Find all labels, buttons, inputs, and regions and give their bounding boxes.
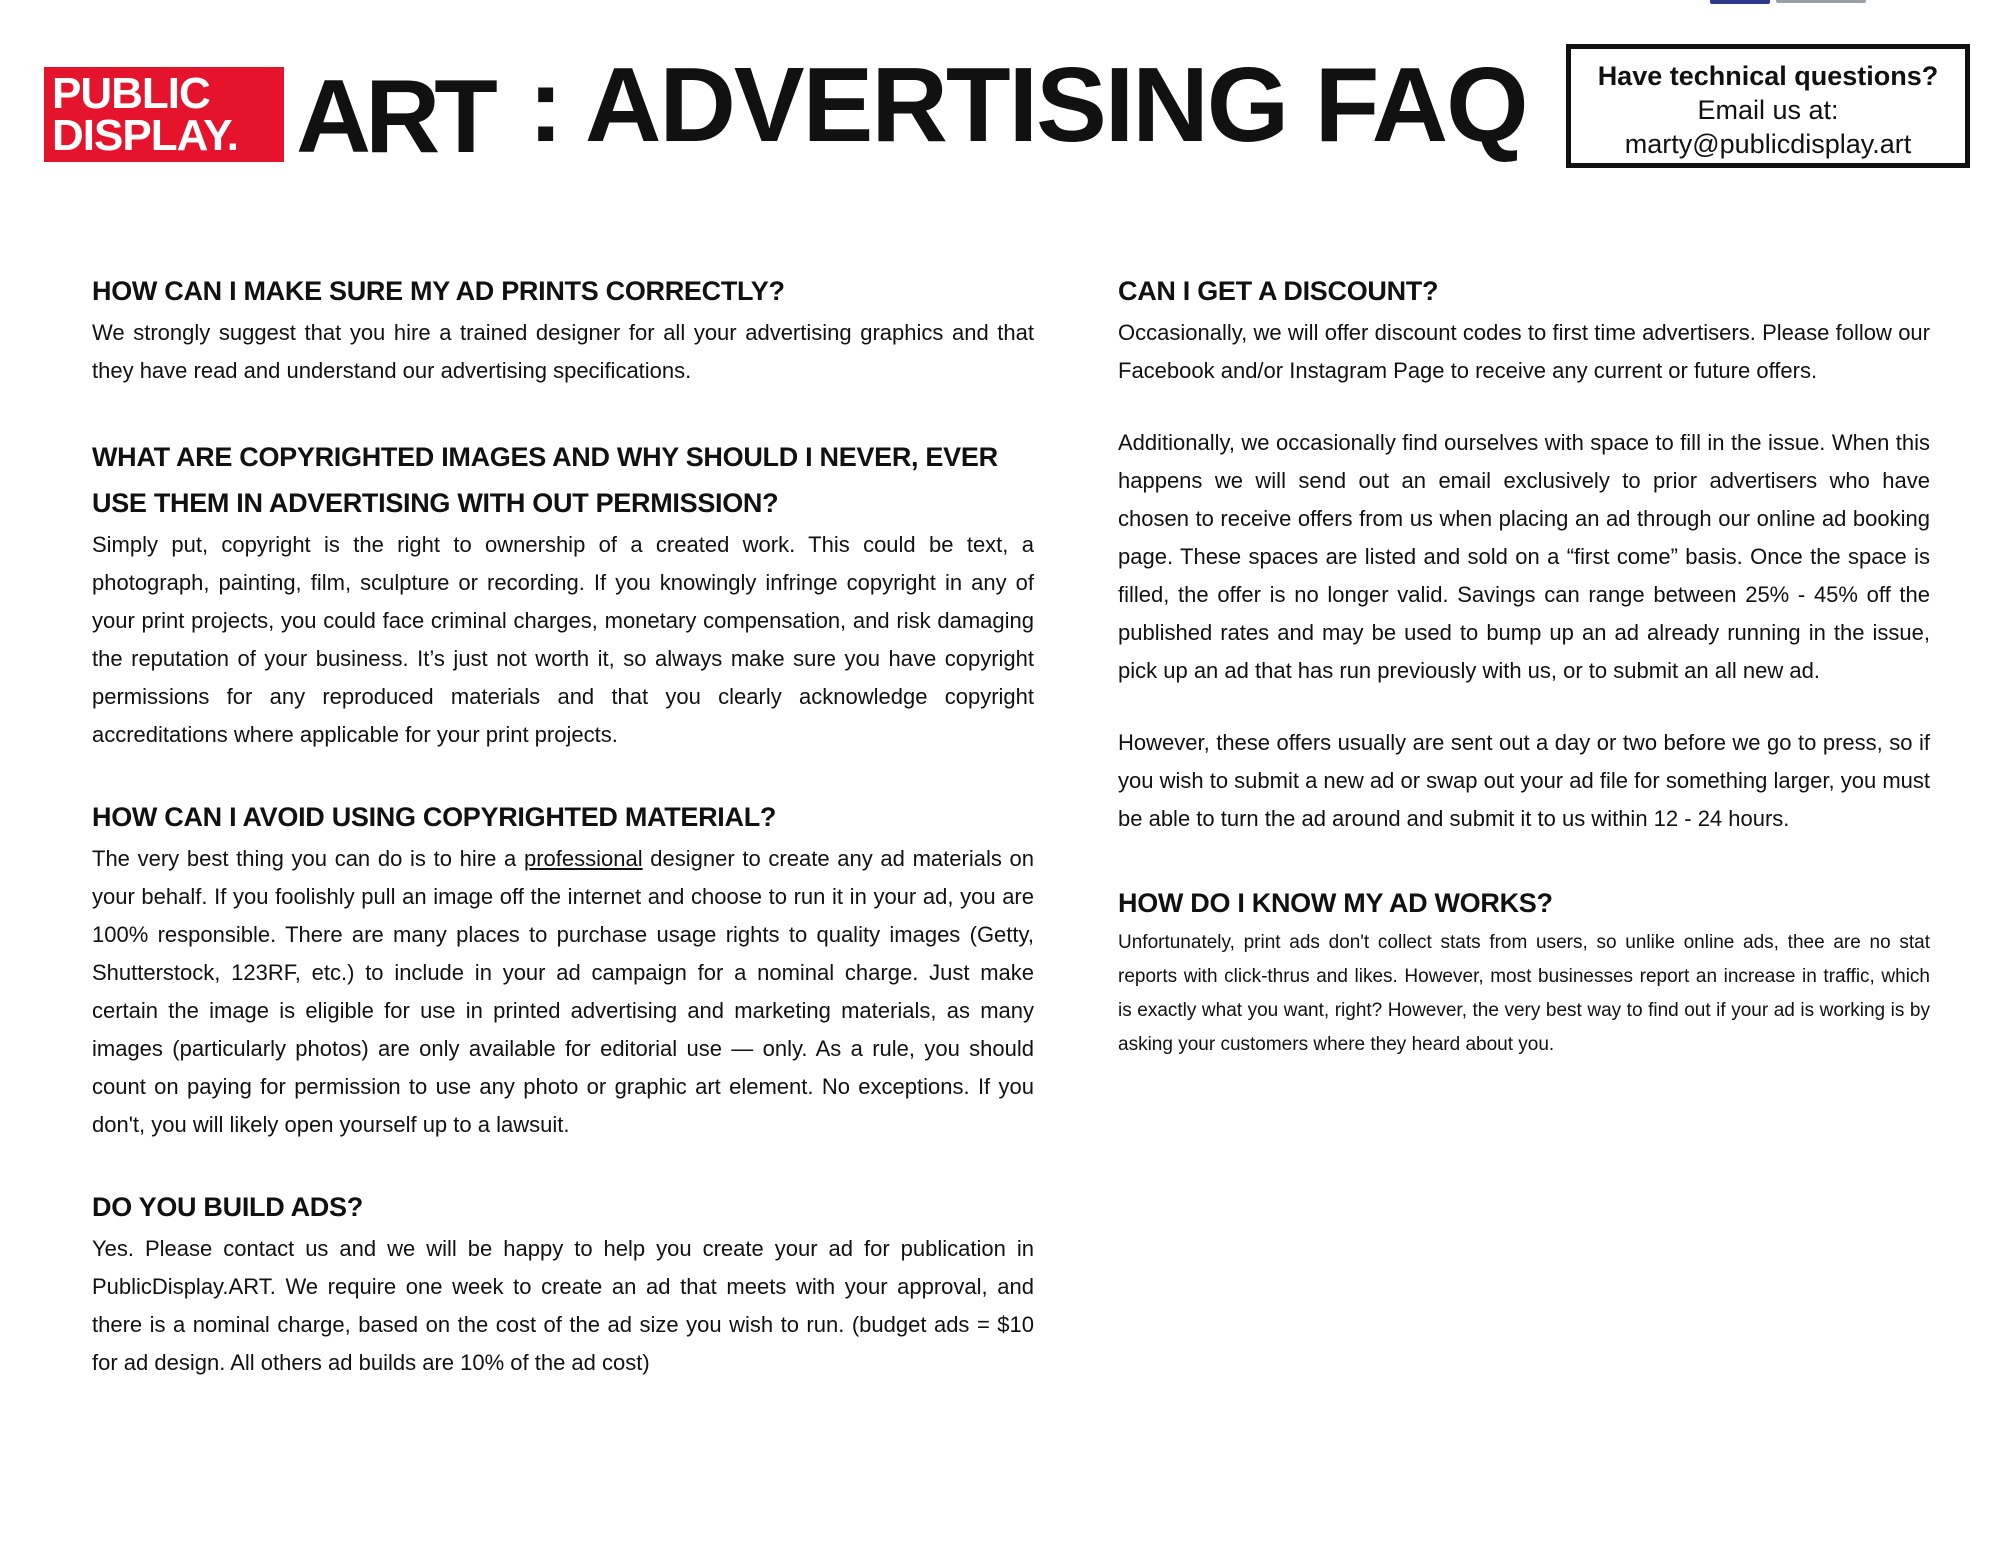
logo-line-display: DISPLAY. (52, 110, 239, 160)
contact-box (1566, 44, 1970, 168)
faq-question: CAN I GET A DISCOUNT? (1118, 276, 1439, 306)
faq-question: HOW DO I KNOW MY AD WORKS? (1118, 888, 1553, 918)
faq-item-build-ads (92, 1184, 1034, 1382)
faq-answer-paragraph: Occasionally, we will offer discount codes to first time advertisers. Please follow our Facebook and/or Instagram Page to receive any current or future offers. (1118, 320, 1930, 383)
faq-question: DO YOU BUILD ADS? (92, 1192, 363, 1222)
corner-decoration (1710, 0, 1870, 4)
contact-email-label: Email us at: (1697, 95, 1839, 125)
faq-item-copyrighted-images (92, 434, 1034, 754)
corner-blue-bar (1710, 0, 1770, 4)
answer-text-pre: The very best thing you can do is to hire a (92, 846, 524, 871)
faq-answer (92, 840, 1034, 1144)
page-header (0, 0, 2000, 200)
corner-grey-bar (1776, 0, 1866, 3)
faq-question: HOW CAN I AVOID USING COPYRIGHTED MATERIAL? (92, 802, 777, 832)
faq-question: HOW CAN I MAKE SURE MY AD PRINTS CORRECTLY? (92, 276, 785, 306)
professional-link[interactable]: professional (523, 846, 643, 871)
faq-answer: Simply put, copyright is the right to ownership of a created work. This could be text, a photograph, painting, film, sculpture or recording. If you knowingly infringe copyright in any of your print projects, you could face criminal charges, monetary compensation, and risk damaging the reputation of your business. It’s just not worth it, so always make sure you have copyright permissions for any reproduced materials and that you clearly acknowledge copyright accreditations where applicable for your print projects. (92, 532, 1034, 747)
logo-line-public: PUBLIC (52, 68, 210, 118)
faq-answer-paragraph: However, these offers usually are sent out a day or two before we go to press, so if you wish to submit a new ad or swap out your ad file for something larger, you must be able to turn the ad around and submit it to us within 12 - 24 hours. (1118, 730, 1930, 831)
faq-item-discount (1118, 268, 1930, 838)
faq-column-left (92, 268, 1034, 1382)
contact-email-link[interactable]: marty@publicdisplay.art (1624, 129, 1912, 159)
brand-logo (44, 59, 524, 177)
faq-item-avoid-copyright (92, 794, 1034, 1144)
answer-text-post: designer to create any ad materials on your behalf. If you foolishly pull an image off the internet and choose to run it in your ad, you are 100% responsible. There are many places to purchase usage rights to quality images (Getty, Shutterstock, 123RF, etc.) to include in your ad campaign for a nominal charge. Just make certain the image is eligible for use in printed advertising and marketing materials, as many images (particularly photos) are only available for editorial use — only. As a rule, you should count on paying for permission to use any photo or graphic art element. No exceptions. If you don't, you will likely open yourself up to a lawsuit. (92, 846, 1035, 1137)
faq-item-ad-works (1118, 880, 1930, 1062)
logo-red-block (44, 67, 284, 162)
logo-art-wordmark: ART (296, 59, 492, 175)
faq-answer: Unfortunately, print ads don't collect stats from users, so unlike online ads, thee are no stat reports with click-thrus and likes. However, most businesses report an increase in traffic, which is exactly what you want, right? However, the very best way to find out if your ad is working is by asking your customers where they heard about you. (1118, 932, 1930, 1055)
faq-column-right (1118, 268, 1930, 1062)
contact-title: Have technical questions? (1597, 61, 1939, 91)
faq-answer: We strongly suggest that you hire a trained designer for all your advertising graphics and that they have read and understand our advertising specifications. (92, 320, 1034, 383)
faq-item-print-correctly (92, 268, 1034, 390)
page-title: : ADVERTISING FAQ (528, 46, 1527, 164)
faq-answer: Yes. Please contact us and we will be happy to help you create your ad for publication in PublicDisplay.ART. We require one week to create an ad that meets with your approval, and there is a nominal charge, based on the cost of the ad size you wish to run. (budget ads = $10 for ad design. All others ad builds are 10% of the ad cost) (92, 1236, 1034, 1375)
faq-question: WHAT ARE COPYRIGHTED IMAGES AND WHY SHOULD I NEVER, EVER USE THEM IN ADVERTISING WITH OUT PERMISSION? (92, 442, 998, 518)
faq-answer-paragraph: Additionally, we occasionally find ourselves with space to fill in the issue. When this happens we will send out an email exclusively to prior advertisers who have chosen to receive offers from us when placing an ad through our online ad booking page. These spaces are listed and sold on a “first come” basis. Once the space is filled, the offer is no longer valid. Savings can range between 25% - 45% off the published rates and may be used to bump up an ad already running in the issue, pick up an ad that has run previously with us, or to submit an all new ad. (1118, 430, 1930, 683)
